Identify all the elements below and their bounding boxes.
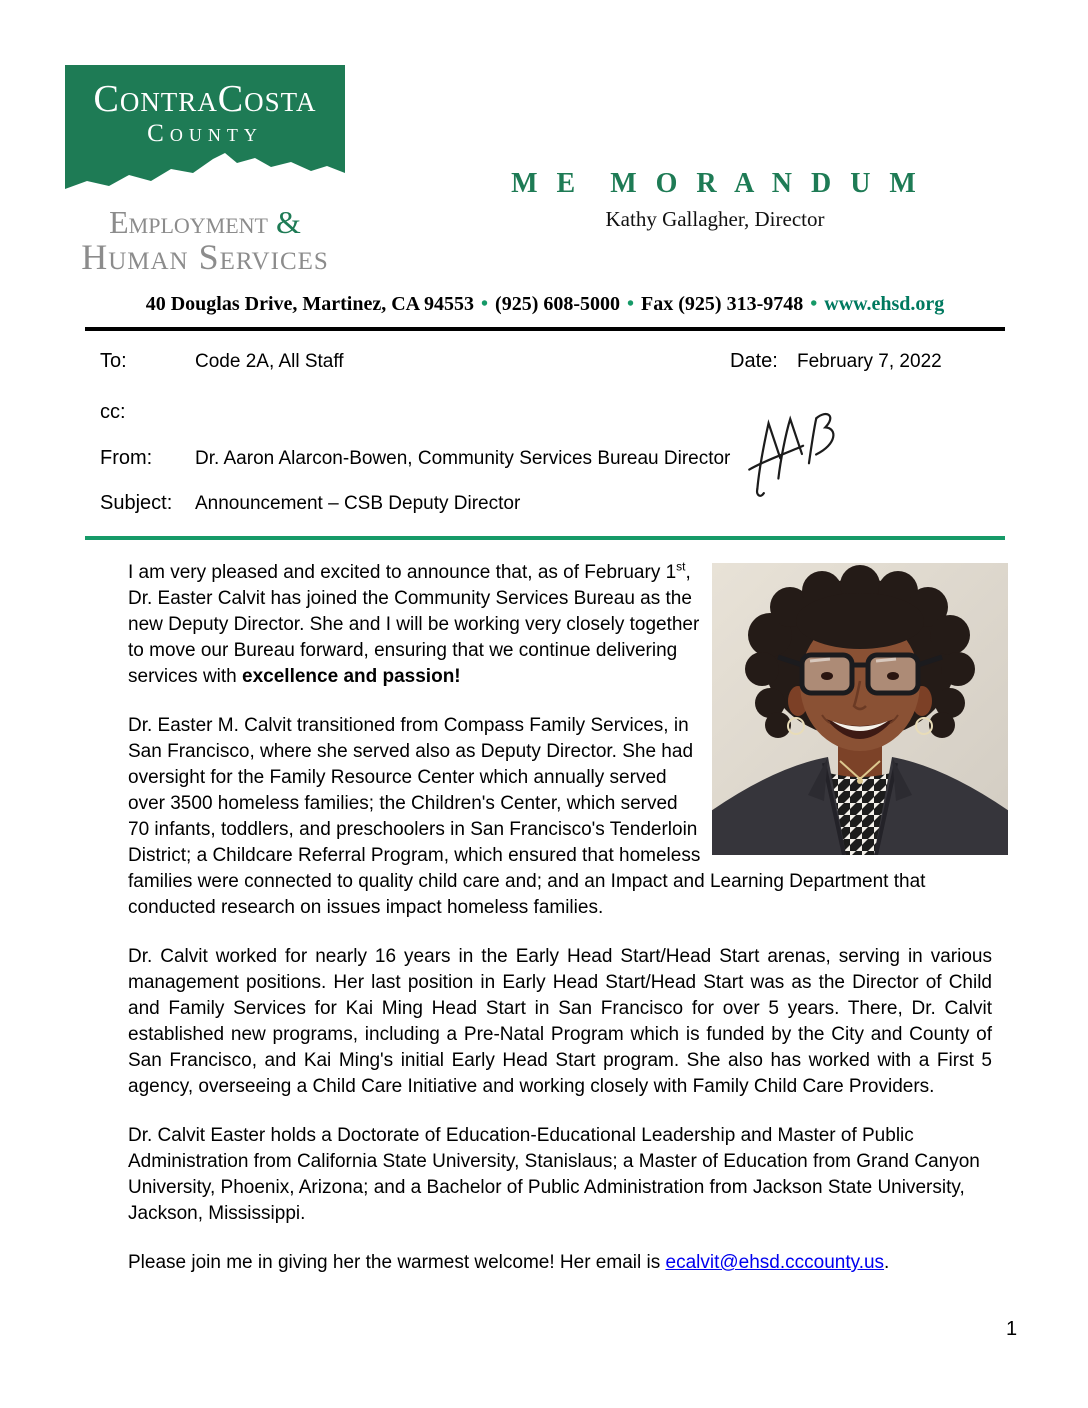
address-line <box>85 293 1005 316</box>
subject-divider <box>85 536 1005 540</box>
department-line2: Human Services <box>81 236 329 277</box>
street-address: 40 Douglas Drive, Martinez, CA 94553 <box>145 293 475 315</box>
memo-heading <box>480 168 950 232</box>
to-value: Code 2A, All Staff <box>195 351 344 372</box>
address-separator-dot: • <box>810 293 818 315</box>
from-label: From: <box>100 447 153 469</box>
address-separator-dot: • <box>481 293 489 315</box>
paragraph-background: Dr. Easter M. Calvit transitioned from Compass Family Services, in San Francisco, where she served also as Deputy Director. She had oversight for the Family Resource Center which annually served over 3500 homeless families; the Children's Center, which served 70 infants, toddlers, and preschoolers in San Francisco's Tenderloin District; a Childcare Referral Program, which ensured that homeless families were connected to quality child care and; and an Impact and Learning Department that conducted research on issues impact homeless families. <box>128 715 926 918</box>
mountain-icon <box>65 153 345 205</box>
portrait-photo <box>712 563 1008 855</box>
cc-label: cc: <box>100 401 126 423</box>
p5-period: . <box>884 1252 890 1273</box>
from-row <box>100 447 1005 473</box>
from-value: Dr. Aaron Alarcon-Bowen, Community Services Bureau Director <box>195 448 731 469</box>
department-line1 <box>40 206 370 239</box>
subject-row <box>100 492 1005 518</box>
website-link[interactable]: www.ehsd.org <box>824 293 945 315</box>
county-logo <box>65 65 345 205</box>
paragraph-head-start: Dr. Calvit worked for nearly 16 years in the Early Head Start/Head Start arenas, serving in various management positions. Her last position in Early Head Start/Head Start was as the Director of Child and Family Services for Kai Ming Head Start in San Francisco for over 5 years. There, Dr. Calvit established new programs, including a Pre-Natal Program which is funded by the City and County of San Francisco, and Kai Ming's initial Early Head Start program. She also has worked with a First 5 agency, overseeing a Child Care Initiative and working closely with Family Child Care Providers. <box>128 946 992 1097</box>
county-name: ContraCosta <box>93 78 317 120</box>
p5-text: Please join me in giving her the warmest welcome! Her email is <box>128 1252 666 1273</box>
cc-row <box>100 401 1005 427</box>
subject-value: Announcement – CSB Deputy Director <box>195 493 521 514</box>
p1-bold-phrase: excellence and passion! <box>242 666 461 687</box>
department-name <box>40 206 370 276</box>
page-number: 1 <box>1006 1318 1018 1340</box>
memo-title: M E M O R A N D U M <box>511 168 919 199</box>
phone-number: (925) 608-5000 <box>495 293 621 315</box>
email-link[interactable]: ecalvit@ehsd.cccounty.us <box>665 1252 885 1273</box>
department-word-employment: Employment <box>109 204 276 240</box>
department-ampersand: & <box>276 204 301 240</box>
signature-initials-aab <box>742 412 842 498</box>
county-word: County <box>147 120 263 147</box>
to-label: To: <box>100 350 127 372</box>
paragraph-education: Dr. Calvit Easter holds a Doctorate of Education-Educational Leadership and Master of Public Administration from California State University, Stanislaus; a Master of Education from Grand Canyon University, Phoenix, Arizona; and a Bachelor of Public Administration from Jackson State University, Jackson, Mississippi. <box>128 1125 980 1224</box>
fax-number: Fax (925) 313-9748 <box>641 293 804 315</box>
p1-text: I am very pleased and excited to announce that, as of February 1 <box>128 562 677 583</box>
header-divider <box>85 327 1005 331</box>
subject-label: Subject: <box>100 492 173 514</box>
ordinal-superscript: st <box>676 559 686 574</box>
paragraph-welcome <box>128 1250 1008 1276</box>
p1-text-cont: , Dr. Easter Calvit has joined the Community Services Bureau as the new Deputy Director. She and I will be working very closely together to move our Bureau forward, ensuring that we continue delivering services with <box>128 562 700 687</box>
director-name: Kathy Gallagher, Director <box>605 207 825 231</box>
date-label: Date: <box>730 350 778 372</box>
to-row <box>100 350 1005 376</box>
memo-body <box>128 560 1008 1299</box>
date-value: February 7, 2022 <box>797 351 942 372</box>
address-separator-dot: • <box>627 293 635 315</box>
